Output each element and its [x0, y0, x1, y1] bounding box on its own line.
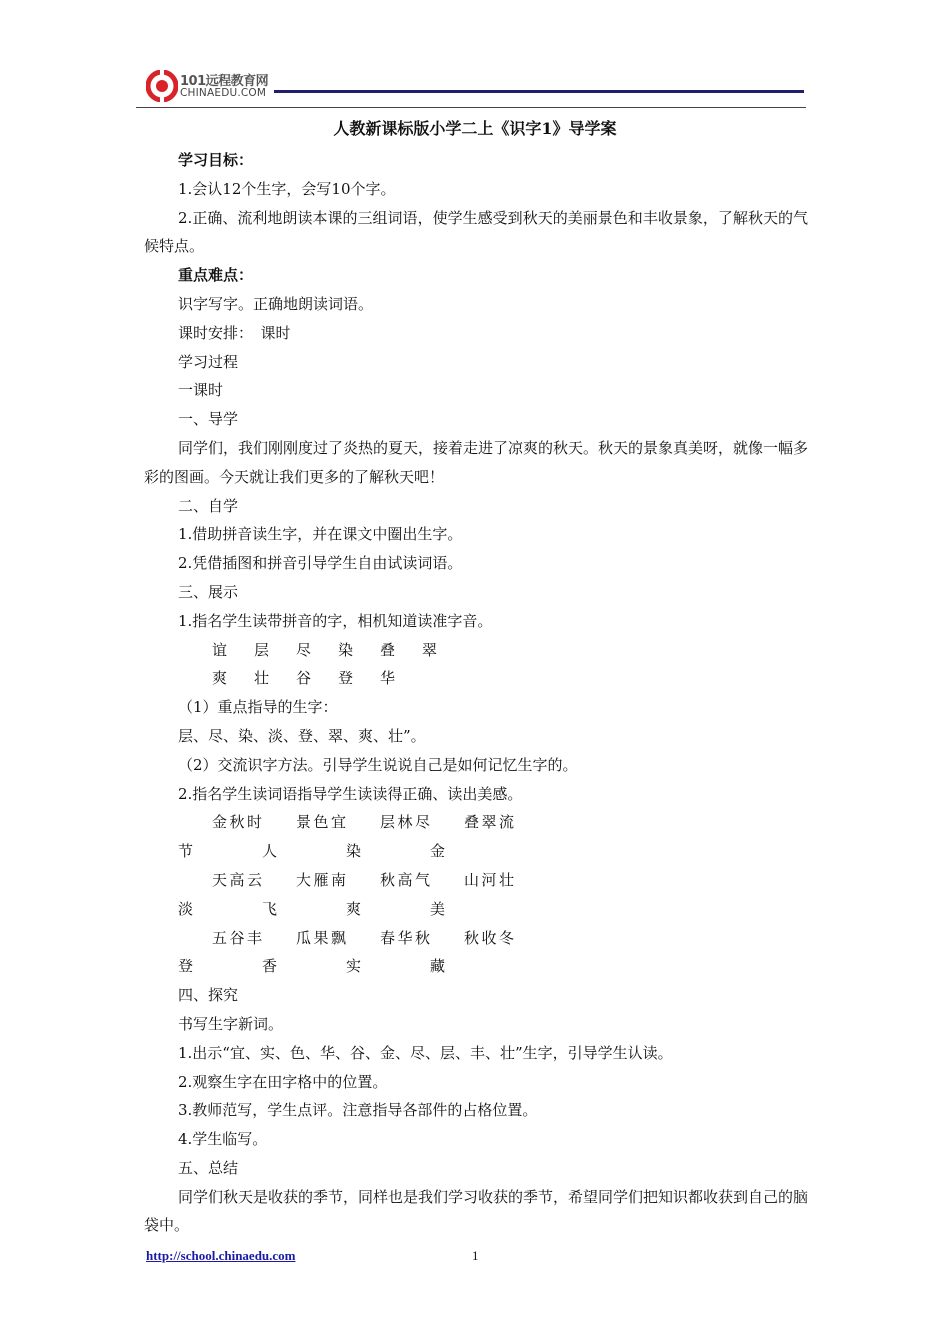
word-item: 五谷丰登	[178, 928, 262, 976]
word-row-3	[144, 924, 808, 982]
char-row-1	[144, 636, 808, 665]
word-item: 山河壮美	[430, 870, 514, 918]
logo-icon	[146, 70, 178, 102]
page-number: 1	[472, 1248, 479, 1263]
word-item: 瓜果飘香	[262, 928, 346, 976]
show-1: 1.指名学生读带拼音的字，相机知道读准字音。	[178, 611, 493, 630]
word-item: 层林尽染	[346, 813, 430, 861]
char-item: 爽	[212, 669, 228, 688]
explore-intro: 书写生字新词。	[178, 1014, 284, 1033]
char-item: 尽	[296, 640, 312, 659]
header-rule-top	[274, 90, 804, 93]
lesson-label: 一课时	[178, 381, 224, 400]
word-item: 景色宜人	[262, 813, 346, 861]
char-item: 染	[338, 640, 354, 659]
heading-key-points: 重点难点：	[178, 266, 254, 285]
word-item: 春华秋实	[346, 928, 430, 976]
section-explore: 四、探究	[178, 986, 239, 1005]
section-show: 三、展示	[178, 582, 239, 601]
show-1-sub-2: （2）交流识字方法。引导学生说说自己是如何记忆生字的。	[178, 755, 578, 774]
char-item: 谷	[296, 669, 312, 688]
key-chars-list: 层、尽、染、淡、登、翠、爽、壮”。	[178, 726, 426, 745]
word-item: 秋高气爽	[346, 870, 430, 918]
header-rule-bottom	[136, 107, 806, 108]
word-row-2	[144, 866, 808, 924]
self-study-1: 1.借助拼音读生字，并在课文中圈出生字。	[178, 525, 463, 544]
document-body	[144, 146, 808, 1240]
word-item: 天高云淡	[178, 870, 262, 918]
logo-text-cn: 101远程教育网	[180, 74, 269, 89]
footer-link[interactable]: http://school.chinaedu.com	[146, 1248, 296, 1263]
char-row-2	[144, 664, 808, 693]
word-item: 秋收冬藏	[430, 928, 514, 976]
char-item: 壮	[254, 669, 270, 688]
word-item: 大雁南飞	[262, 870, 346, 918]
summary-text: 同学们秋天是收获的季节，同样也是我们学习收获的季节，希望同学们把知识都收获到自己的脑袋中。	[144, 1187, 809, 1235]
goal-2: 2.正确、流利地朗读本课的三组词语，使学生感受到秋天的美丽景色和丰收景象，了解秋天的气候特点。	[144, 208, 808, 256]
char-item: 谊	[212, 640, 228, 659]
guide-text: 同学们，我们刚刚度过了炎热的夏天，接着走进了凉爽的秋天。秋天的景象真美呀，就像一幅多彩的图画。今天就让我们更多的了解秋天吧！	[144, 438, 809, 486]
explore-1: 1.出示“宜、实、色、华、谷、金、尽、层、丰、壮”生字，引导学生认读。	[178, 1043, 673, 1062]
site-logo[interactable]	[146, 70, 276, 104]
word-row-1	[144, 808, 808, 866]
word-item: 叠翠流金	[430, 813, 514, 861]
heading-process: 学习过程	[178, 352, 239, 371]
section-summary: 五、总结	[178, 1158, 239, 1177]
page-header	[146, 66, 806, 106]
show-2: 2.指名学生读词语指导学生读读得正确、读出美感。	[178, 784, 523, 803]
self-study-2: 2.凭借插图和拼音引导学生自由试读词语。	[178, 554, 463, 573]
char-item: 登	[338, 669, 354, 688]
document-title: 人教新课标版小学二上《识字1》导学案	[333, 119, 617, 138]
heading-learning-goals: 学习目标：	[178, 151, 254, 169]
key-points-text: 识字写字。正确地朗读词语。	[178, 294, 374, 313]
section-self-study: 二、自学	[178, 496, 239, 515]
explore-2: 2.观察生字在田字格中的位置。	[178, 1072, 388, 1091]
section-guide: 一、导学	[178, 410, 239, 429]
explore-4: 4.学生临写。	[178, 1130, 268, 1149]
char-item: 翠	[422, 640, 438, 659]
show-1-sub-1: （1）重点指导的生字：	[178, 698, 338, 717]
schedule-text: 课时安排： 课时	[178, 323, 291, 342]
logo-text-en: CHINAEDU.COM	[180, 87, 267, 99]
word-item: 金秋时节	[178, 813, 262, 861]
char-item: 层	[254, 640, 270, 659]
goal-1: 1.会认12个生字，会写10个字。	[178, 179, 396, 198]
explore-3: 3.教师范写，学生点评。注意指导各部件的占格位置。	[178, 1101, 538, 1120]
page-footer	[146, 1248, 806, 1268]
char-item: 叠	[380, 640, 396, 659]
char-item: 华	[380, 669, 396, 688]
